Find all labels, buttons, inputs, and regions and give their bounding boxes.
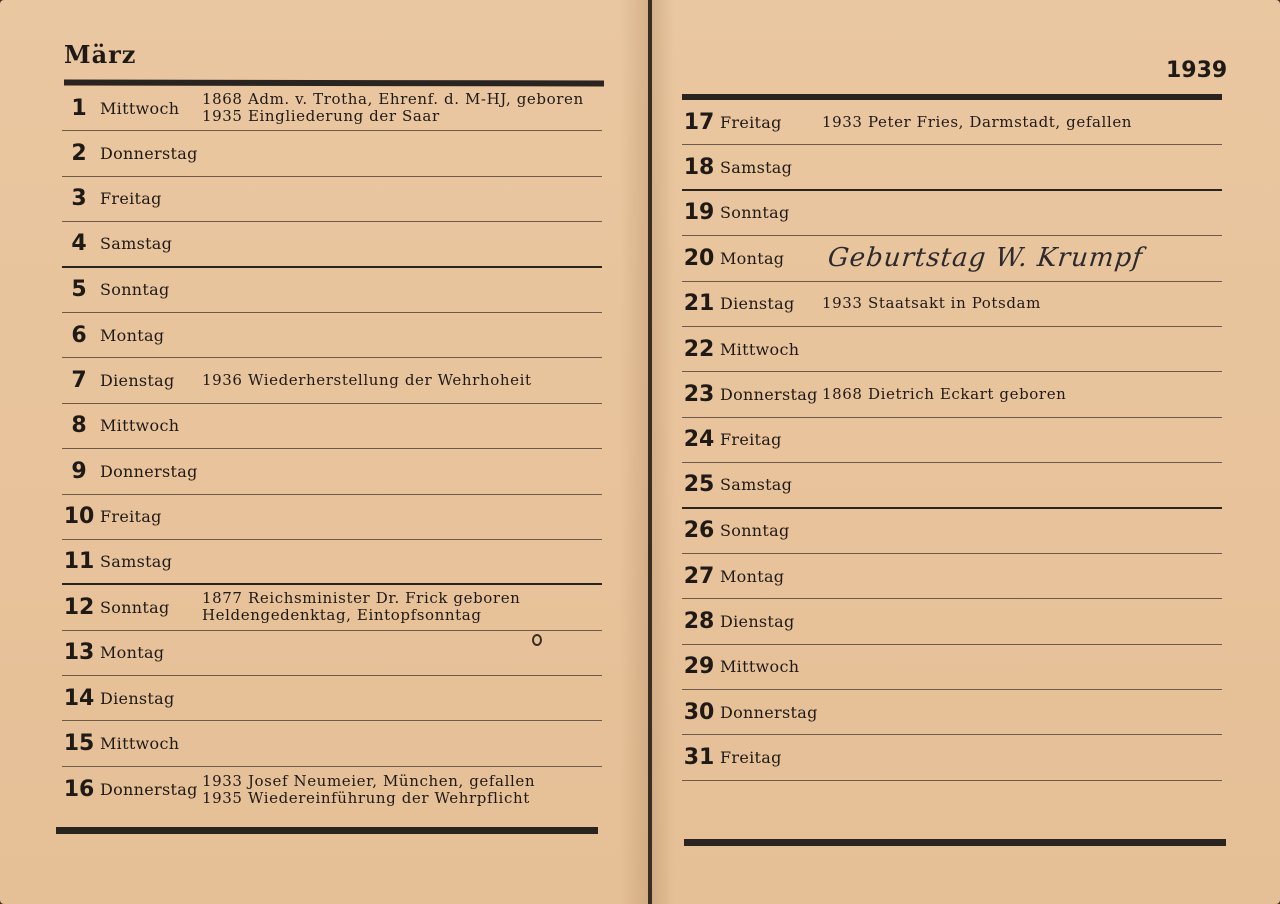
day-number: 11 <box>63 549 95 575</box>
footer-rule <box>56 827 598 834</box>
day-row <box>62 222 602 267</box>
day-number: 3 <box>71 186 87 212</box>
day-number: 6 <box>71 322 87 348</box>
note-line: Heldengedenktag, Eintopfsonntag <box>202 606 482 625</box>
weekday-name: Dienstag <box>720 611 795 631</box>
day-notes <box>200 773 602 807</box>
weekday-name: Freitag <box>100 189 162 209</box>
footer-rule <box>684 839 1226 846</box>
month-title: März <box>64 40 137 69</box>
note-line: 1877 Reichsminister Dr. Frick geboren <box>202 589 521 608</box>
day-number: 30 <box>683 699 715 725</box>
note-line: 1935 Wiedereinführung der Wehrpflicht <box>202 788 530 807</box>
day-row <box>682 327 1222 372</box>
note-line: 1935 Eingliederung der Saar <box>202 107 440 126</box>
day-number: 14 <box>63 685 95 711</box>
left-day-list <box>62 86 602 812</box>
weekday-name: Donnerstag <box>100 144 198 164</box>
right-page <box>652 0 1280 904</box>
weekday-name: Freitag <box>720 748 782 768</box>
day-notes <box>820 114 1222 131</box>
weekday-name: Sonntag <box>100 280 170 300</box>
weekday-name: Montag <box>720 248 785 268</box>
day-number: 27 <box>683 563 715 589</box>
day-number: 4 <box>71 231 87 257</box>
day-row <box>62 585 602 630</box>
day-row <box>62 540 602 585</box>
weekday-name: Montag <box>720 566 785 586</box>
day-number: 26 <box>683 518 715 544</box>
day-row <box>62 268 602 313</box>
weekday-name: Sonntag <box>720 521 790 541</box>
day-row <box>682 372 1222 417</box>
day-number: 19 <box>683 200 715 226</box>
note-line: 1936 Wiederherstellung der Wehrhoheit <box>202 371 532 390</box>
day-row <box>682 191 1222 236</box>
weekday-name: Freitag <box>100 507 162 527</box>
day-number: 24 <box>683 427 715 453</box>
day-number: 9 <box>71 458 87 484</box>
day-row <box>682 690 1222 735</box>
note-line: 1933 Peter Fries, Darmstadt, gefallen <box>822 112 1133 131</box>
weekday-name: Samstag <box>100 552 173 572</box>
day-row <box>682 599 1222 644</box>
weekday-name: Mittwoch <box>100 734 180 754</box>
weekday-name: Samstag <box>100 234 173 254</box>
day-number: 18 <box>683 154 715 180</box>
weekday-name: Mittwoch <box>100 98 180 118</box>
day-row <box>62 449 602 494</box>
weekday-name: Donnerstag <box>720 385 818 405</box>
weekday-name: Donnerstag <box>100 780 198 800</box>
weekday-name: Donnerstag <box>720 702 818 722</box>
day-number: 22 <box>683 336 715 362</box>
note-line: 1933 Staatsakt in Potsdam <box>822 294 1041 313</box>
day-row <box>682 418 1222 463</box>
day-number: 5 <box>71 277 87 303</box>
weekday-name: Montag <box>100 643 165 663</box>
weekday-name: Dienstag <box>720 294 795 314</box>
day-row <box>682 100 1222 145</box>
day-number: 16 <box>63 777 95 803</box>
day-notes <box>820 386 1222 403</box>
weekday-name: Freitag <box>720 430 782 450</box>
day-row <box>62 131 602 176</box>
day-row <box>62 676 602 721</box>
day-row <box>62 404 602 449</box>
day-number: 8 <box>71 413 87 439</box>
day-row <box>62 721 602 766</box>
day-number: 29 <box>683 654 715 680</box>
note-line: 1868 Adm. v. Trotha, Ehrenf. d. M-HJ, geboren <box>202 90 584 109</box>
day-row <box>62 631 602 676</box>
weekday-name: Samstag <box>720 475 793 495</box>
day-number: 20 <box>683 245 715 271</box>
day-row <box>682 463 1222 508</box>
day-notes <box>200 590 602 624</box>
day-number: 13 <box>63 640 95 666</box>
weekday-name: Sonntag <box>720 203 790 223</box>
day-row <box>62 495 602 540</box>
day-number: 12 <box>63 594 95 620</box>
day-row <box>682 735 1222 780</box>
day-row <box>62 767 602 812</box>
day-row <box>682 282 1222 327</box>
weekday-name: Samstag <box>720 157 793 177</box>
weekday-name: Mittwoch <box>720 657 800 677</box>
day-number: 17 <box>683 109 715 135</box>
day-row <box>62 177 602 222</box>
day-number: 23 <box>683 382 715 408</box>
day-number: 7 <box>71 368 87 394</box>
day-row <box>62 358 602 403</box>
weekday-name: Dienstag <box>100 688 175 708</box>
day-number: 28 <box>683 608 715 634</box>
day-row <box>682 509 1222 554</box>
weekday-name: Montag <box>100 325 165 345</box>
note-line: 1933 Josef Neumeier, München, gefallen <box>202 771 536 790</box>
day-number: 1 <box>71 95 87 121</box>
page-blemish <box>532 634 542 646</box>
day-notes <box>200 372 602 389</box>
day-number: 15 <box>63 731 95 757</box>
day-number: 2 <box>71 141 87 167</box>
day-notes <box>820 295 1222 312</box>
day-row <box>682 645 1222 690</box>
day-row <box>62 86 602 131</box>
weekday-name: Donnerstag <box>100 461 198 481</box>
day-row <box>682 145 1222 190</box>
weekday-name: Dienstag <box>100 371 175 391</box>
weekday-name: Mittwoch <box>100 416 180 436</box>
year-title: 1939 <box>1166 58 1228 83</box>
day-row <box>682 554 1222 599</box>
weekday-name: Freitag <box>720 112 782 132</box>
handwritten-note: Geburtstag W. Krumpf <box>826 243 1145 274</box>
day-row <box>62 313 602 358</box>
day-number: 10 <box>63 504 95 530</box>
day-number: 25 <box>683 472 715 498</box>
note-line: 1868 Dietrich Eckart geboren <box>822 385 1067 404</box>
weekday-name: Sonntag <box>100 597 170 617</box>
day-row <box>682 236 1222 281</box>
day-notes <box>200 91 602 125</box>
day-number: 31 <box>683 745 715 771</box>
weekday-name: Mittwoch <box>720 339 800 359</box>
right-day-list <box>682 100 1222 781</box>
day-number: 21 <box>683 291 715 317</box>
